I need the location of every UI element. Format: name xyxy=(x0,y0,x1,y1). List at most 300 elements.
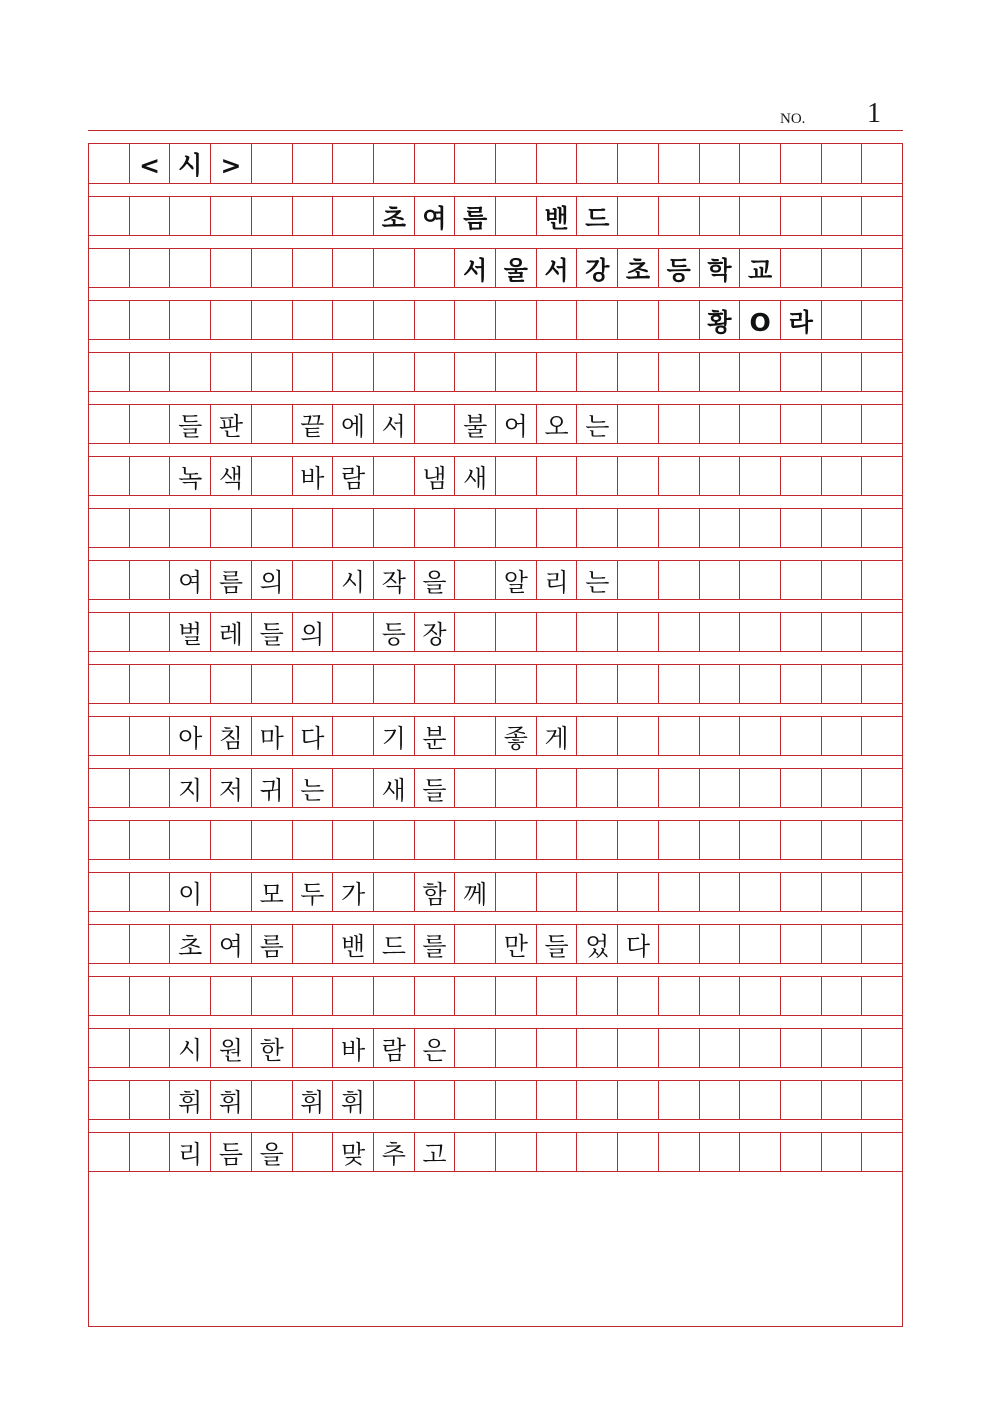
manuscript-cell xyxy=(130,873,171,911)
manuscript-cell xyxy=(130,405,171,443)
manuscript-cell xyxy=(740,717,781,755)
manuscript-cell xyxy=(455,977,496,1015)
manuscript-cell xyxy=(252,353,293,391)
manuscript-cell xyxy=(740,197,781,235)
manuscript-cell: 게 xyxy=(537,717,578,755)
manuscript-cell xyxy=(89,509,130,547)
manuscript-cell xyxy=(537,1029,578,1067)
manuscript-cell xyxy=(537,769,578,807)
manuscript-cell: 름 xyxy=(211,561,252,599)
manuscript-cell xyxy=(618,561,659,599)
manuscript-cell: 시 xyxy=(170,1029,211,1067)
manuscript-cell: 람 xyxy=(374,1029,415,1067)
manuscript-cell xyxy=(130,717,171,755)
manuscript-cell xyxy=(496,613,537,651)
manuscript-cell xyxy=(211,977,252,1015)
manuscript-cell: 서 xyxy=(374,405,415,443)
manuscript-row xyxy=(89,976,902,1016)
manuscript-cell xyxy=(822,1133,863,1171)
manuscript-cell xyxy=(740,769,781,807)
manuscript-cell xyxy=(333,821,374,859)
manuscript-cell xyxy=(496,821,537,859)
manuscript-cell xyxy=(415,821,456,859)
manuscript-cell: 저 xyxy=(211,769,252,807)
manuscript-cell xyxy=(618,197,659,235)
manuscript-cell xyxy=(130,821,171,859)
manuscript-cell xyxy=(130,1133,171,1171)
manuscript-cell xyxy=(862,1133,902,1171)
manuscript-cell xyxy=(374,873,415,911)
manuscript-cell xyxy=(700,1081,741,1119)
manuscript-cell xyxy=(740,925,781,963)
manuscript-cell: 이 xyxy=(170,873,211,911)
manuscript-cell xyxy=(740,1029,781,1067)
manuscript-cell xyxy=(537,1133,578,1171)
manuscript-cell xyxy=(211,353,252,391)
manuscript-cell: 두 xyxy=(293,873,334,911)
manuscript-cell xyxy=(577,1133,618,1171)
manuscript-cell: 휘 xyxy=(211,1081,252,1119)
manuscript-cell xyxy=(374,509,415,547)
manuscript-cell xyxy=(496,665,537,703)
manuscript-cell xyxy=(577,717,618,755)
manuscript-cell xyxy=(618,821,659,859)
manuscript-cell xyxy=(781,821,822,859)
manuscript-cell xyxy=(822,301,863,339)
manuscript-cell xyxy=(455,665,496,703)
manuscript-cell xyxy=(415,405,456,443)
manuscript-cell: 귀 xyxy=(252,769,293,807)
manuscript-cell xyxy=(618,977,659,1015)
manuscript-cell xyxy=(130,561,171,599)
manuscript-row xyxy=(89,1132,902,1172)
manuscript-cell xyxy=(415,144,456,183)
manuscript-cell: 지 xyxy=(170,769,211,807)
manuscript-cell xyxy=(659,405,700,443)
manuscript-cell xyxy=(700,717,741,755)
manuscript-cell xyxy=(415,977,456,1015)
manuscript-cell: 었 xyxy=(577,925,618,963)
manuscript-cell xyxy=(496,144,537,183)
manuscript-cell xyxy=(455,1081,496,1119)
manuscript-cell xyxy=(333,197,374,235)
manuscript-cell xyxy=(822,925,863,963)
manuscript-cell: 의 xyxy=(252,561,293,599)
manuscript-cell: 은 xyxy=(415,1029,456,1067)
header-rule xyxy=(88,130,903,131)
manuscript-cell xyxy=(781,977,822,1015)
manuscript-cell xyxy=(822,613,863,651)
manuscript-cell: 들 xyxy=(170,405,211,443)
manuscript-cell xyxy=(862,873,902,911)
manuscript-cell xyxy=(89,769,130,807)
manuscript-cell: 맞 xyxy=(333,1133,374,1171)
manuscript-cell xyxy=(374,977,415,1015)
manuscript-cell xyxy=(333,977,374,1015)
manuscript-cell xyxy=(577,1029,618,1067)
manuscript-cell xyxy=(130,769,171,807)
manuscript-cell xyxy=(862,769,902,807)
manuscript-cell: 냄 xyxy=(415,457,456,495)
manuscript-cell: 초 xyxy=(374,197,415,235)
manuscript-cell xyxy=(537,1081,578,1119)
manuscript-cell xyxy=(537,873,578,911)
manuscript-cell xyxy=(211,249,252,287)
manuscript-cell xyxy=(496,977,537,1015)
manuscript-cell: 학 xyxy=(700,249,741,287)
manuscript-cell xyxy=(862,509,902,547)
manuscript-cell xyxy=(89,977,130,1015)
manuscript-cell xyxy=(700,613,741,651)
manuscript-cell xyxy=(293,665,334,703)
manuscript-cell xyxy=(455,613,496,651)
manuscript-cell xyxy=(862,613,902,651)
manuscript-cell xyxy=(415,1081,456,1119)
manuscript-cell: 다 xyxy=(293,717,334,755)
manuscript-cell: 를 xyxy=(415,925,456,963)
manuscript-cell xyxy=(822,665,863,703)
manuscript-row xyxy=(89,248,902,288)
manuscript-cell xyxy=(862,353,902,391)
manuscript-cell: 등 xyxy=(374,613,415,651)
manuscript-cell xyxy=(293,925,334,963)
manuscript-cell: 어 xyxy=(496,405,537,443)
manuscript-cell xyxy=(700,665,741,703)
manuscript-cell: 여 xyxy=(415,197,456,235)
manuscript-cell xyxy=(659,457,700,495)
manuscript-cell: 휘 xyxy=(333,1081,374,1119)
manuscript-cell xyxy=(822,977,863,1015)
manuscript-cell xyxy=(455,1029,496,1067)
manuscript-cell xyxy=(89,561,130,599)
manuscript-cell xyxy=(333,717,374,755)
manuscript-cell: 람 xyxy=(333,457,374,495)
manuscript-cell xyxy=(822,405,863,443)
manuscript-cell xyxy=(496,1133,537,1171)
manuscript-cell: 아 xyxy=(170,717,211,755)
manuscript-cell xyxy=(252,821,293,859)
manuscript-row xyxy=(89,352,902,392)
manuscript-cell xyxy=(618,717,659,755)
manuscript-cell: 에 xyxy=(333,405,374,443)
manuscript-cell xyxy=(781,613,822,651)
manuscript-cell xyxy=(659,353,700,391)
manuscript-cell xyxy=(700,509,741,547)
manuscript-cell xyxy=(89,1133,130,1171)
manuscript-cell xyxy=(659,197,700,235)
manuscript-cell xyxy=(618,405,659,443)
manuscript-cell xyxy=(89,1081,130,1119)
manuscript-cell xyxy=(862,197,902,235)
manuscript-cell xyxy=(89,405,130,443)
manuscript-cell: 의 xyxy=(293,613,334,651)
manuscript-cell xyxy=(577,769,618,807)
manuscript-cell xyxy=(618,509,659,547)
manuscript-cell xyxy=(862,925,902,963)
manuscript-cell: 고 xyxy=(415,1133,456,1171)
manuscript-cell: 시 xyxy=(170,144,211,183)
manuscript-cell xyxy=(130,509,171,547)
manuscript-cell xyxy=(700,1029,741,1067)
manuscript-cell xyxy=(537,301,578,339)
manuscript-cell xyxy=(618,144,659,183)
manuscript-cell xyxy=(700,873,741,911)
manuscript-cell: 한 xyxy=(252,1029,293,1067)
manuscript-row xyxy=(89,508,902,548)
manuscript-cell xyxy=(374,821,415,859)
manuscript-cell xyxy=(618,769,659,807)
manuscript-cell xyxy=(700,769,741,807)
manuscript-cell xyxy=(293,144,334,183)
manuscript-cell xyxy=(374,249,415,287)
manuscript-cell xyxy=(740,977,781,1015)
manuscript-cell xyxy=(333,301,374,339)
manuscript-cell xyxy=(333,613,374,651)
manuscript-cell xyxy=(170,353,211,391)
manuscript-cell xyxy=(130,457,171,495)
manuscript-cell xyxy=(700,144,741,183)
manuscript-cell xyxy=(252,249,293,287)
manuscript-cell xyxy=(740,353,781,391)
manuscript-cell xyxy=(659,717,700,755)
manuscript-cell: 만 xyxy=(496,925,537,963)
manuscript-cell: 함 xyxy=(415,873,456,911)
manuscript-cell xyxy=(374,665,415,703)
manuscript-cell xyxy=(659,925,700,963)
manuscript-cell xyxy=(862,977,902,1015)
manuscript-cell xyxy=(170,249,211,287)
manuscript-cell xyxy=(700,561,741,599)
manuscript-cell xyxy=(659,1029,700,1067)
manuscript-cell xyxy=(781,665,822,703)
manuscript-cell xyxy=(700,353,741,391)
manuscript-cell: 서 xyxy=(455,249,496,287)
manuscript-cell xyxy=(822,821,863,859)
manuscript-cell: 름 xyxy=(252,925,293,963)
manuscript-row xyxy=(89,924,902,964)
manuscript-cell xyxy=(577,353,618,391)
manuscript-cell xyxy=(862,821,902,859)
manuscript-cell xyxy=(293,197,334,235)
manuscript-cell xyxy=(822,717,863,755)
manuscript-cell xyxy=(700,821,741,859)
manuscript-cell xyxy=(455,144,496,183)
manuscript-cell xyxy=(89,925,130,963)
manuscript-cell xyxy=(618,1133,659,1171)
manuscript-cell xyxy=(455,769,496,807)
manuscript-cell xyxy=(130,665,171,703)
manuscript-cell xyxy=(374,1081,415,1119)
manuscript-cell: 바 xyxy=(293,457,334,495)
manuscript-cell xyxy=(862,717,902,755)
manuscript-cell xyxy=(170,665,211,703)
manuscript-cell xyxy=(781,144,822,183)
manuscript-cell xyxy=(333,769,374,807)
manuscript-cell xyxy=(781,249,822,287)
manuscript-cell: 작 xyxy=(374,561,415,599)
manuscript-cell xyxy=(455,1133,496,1171)
manuscript-cell xyxy=(496,769,537,807)
manuscript-cell: 여 xyxy=(211,925,252,963)
manuscript-cell: 다 xyxy=(618,925,659,963)
manuscript-cell xyxy=(740,1081,781,1119)
page-number: 1 xyxy=(867,98,881,129)
manuscript-cell xyxy=(740,873,781,911)
manuscript-cell: 들 xyxy=(252,613,293,651)
manuscript-cell xyxy=(862,457,902,495)
manuscript-cell xyxy=(537,977,578,1015)
manuscript-cell xyxy=(781,925,822,963)
manuscript-cell xyxy=(130,925,171,963)
manuscript-cell xyxy=(659,977,700,1015)
manuscript-cell: 마 xyxy=(252,717,293,755)
manuscript-grid xyxy=(88,143,903,1327)
manuscript-cell xyxy=(455,821,496,859)
manuscript-cell xyxy=(822,873,863,911)
manuscript-cell xyxy=(170,301,211,339)
manuscript-cell xyxy=(496,509,537,547)
manuscript-cell xyxy=(293,977,334,1015)
manuscript-cell xyxy=(862,1029,902,1067)
manuscript-cell xyxy=(415,249,456,287)
manuscript-cell xyxy=(781,1029,822,1067)
manuscript-cell: 불 xyxy=(455,405,496,443)
manuscript-cell xyxy=(496,353,537,391)
manuscript-cell xyxy=(537,457,578,495)
manuscript-cell xyxy=(740,1133,781,1171)
manuscript-cell xyxy=(700,1133,741,1171)
manuscript-cell: 교 xyxy=(740,249,781,287)
manuscript-cell xyxy=(822,509,863,547)
manuscript-cell xyxy=(293,1029,334,1067)
manuscript-cell: 강 xyxy=(577,249,618,287)
manuscript-cell xyxy=(822,353,863,391)
manuscript-cell xyxy=(537,613,578,651)
manuscript-cell xyxy=(740,613,781,651)
manuscript-cell: 는 xyxy=(577,405,618,443)
manuscript-cell xyxy=(577,873,618,911)
manuscript-cell xyxy=(89,353,130,391)
manuscript-cell xyxy=(537,353,578,391)
manuscript-cell xyxy=(455,353,496,391)
manuscript-cell xyxy=(293,249,334,287)
manuscript-cell: 드 xyxy=(374,925,415,963)
manuscript-cell xyxy=(700,925,741,963)
page-number-label: NO. xyxy=(780,111,806,127)
manuscript-cell xyxy=(822,1081,863,1119)
manuscript-cell: 라 xyxy=(781,301,822,339)
manuscript-cell: 색 xyxy=(211,457,252,495)
manuscript-cell xyxy=(333,509,374,547)
manuscript-cell: > xyxy=(211,144,252,183)
manuscript-row xyxy=(89,716,902,756)
manuscript-cell: 듬 xyxy=(211,1133,252,1171)
manuscript-cell xyxy=(537,665,578,703)
manuscript-cell xyxy=(781,1133,822,1171)
manuscript-cell xyxy=(781,405,822,443)
manuscript-cell xyxy=(293,353,334,391)
manuscript-cell xyxy=(740,821,781,859)
manuscript-cell xyxy=(781,353,822,391)
manuscript-cell xyxy=(618,353,659,391)
manuscript-row xyxy=(89,872,902,912)
manuscript-cell xyxy=(862,144,902,183)
manuscript-cell xyxy=(170,977,211,1015)
manuscript-cell xyxy=(496,1029,537,1067)
manuscript-cell: 벌 xyxy=(170,613,211,651)
manuscript-cell: 울 xyxy=(496,249,537,287)
manuscript-cell: 등 xyxy=(659,249,700,287)
manuscript-cell xyxy=(781,769,822,807)
manuscript-cell xyxy=(252,197,293,235)
manuscript-cell xyxy=(211,873,252,911)
manuscript-cell xyxy=(170,509,211,547)
manuscript-cell: 초 xyxy=(170,925,211,963)
manuscript-cell xyxy=(374,457,415,495)
manuscript-cell xyxy=(293,561,334,599)
manuscript-cell: 는 xyxy=(577,561,618,599)
manuscript-cell xyxy=(455,925,496,963)
manuscript-cell xyxy=(781,457,822,495)
manuscript-cell xyxy=(862,1081,902,1119)
manuscript-row xyxy=(89,456,902,496)
manuscript-cell xyxy=(577,665,618,703)
manuscript-cell xyxy=(89,301,130,339)
manuscript-cell: < xyxy=(130,144,171,183)
manuscript-cell: 새 xyxy=(374,769,415,807)
manuscript-cell: 밴 xyxy=(537,197,578,235)
manuscript-cell: 들 xyxy=(537,925,578,963)
manuscript-cell: 가 xyxy=(333,873,374,911)
manuscript-row xyxy=(89,1028,902,1068)
manuscript-cell xyxy=(89,249,130,287)
manuscript-cell xyxy=(211,197,252,235)
manuscript-cell: 추 xyxy=(374,1133,415,1171)
manuscript-cell xyxy=(781,509,822,547)
manuscript-cell xyxy=(211,821,252,859)
manuscript-cell xyxy=(577,821,618,859)
manuscript-cell xyxy=(415,509,456,547)
manuscript-cell: 침 xyxy=(211,717,252,755)
manuscript-cell xyxy=(740,665,781,703)
manuscript-cell xyxy=(618,873,659,911)
manuscript-cell xyxy=(862,561,902,599)
manuscript-cell: 기 xyxy=(374,717,415,755)
manuscript-cell xyxy=(89,873,130,911)
manuscript-cell xyxy=(659,301,700,339)
manuscript-cell xyxy=(618,613,659,651)
manuscript-cell: 원 xyxy=(211,1029,252,1067)
manuscript-cell: 새 xyxy=(455,457,496,495)
manuscript-cell xyxy=(577,977,618,1015)
manuscript-cell: 서 xyxy=(537,249,578,287)
manuscript-cell xyxy=(252,665,293,703)
manuscript-cell xyxy=(781,197,822,235)
manuscript-cell xyxy=(781,561,822,599)
manuscript-cell xyxy=(496,197,537,235)
manuscript-cell xyxy=(659,1081,700,1119)
manuscript-cell xyxy=(89,665,130,703)
manuscript-cell xyxy=(130,197,171,235)
manuscript-row xyxy=(89,404,902,444)
manuscript-cell xyxy=(252,1081,293,1119)
manuscript-cell xyxy=(415,665,456,703)
manuscript-cell xyxy=(496,301,537,339)
manuscript-row xyxy=(89,664,902,704)
manuscript-cell: 오 xyxy=(537,405,578,443)
manuscript-cell xyxy=(415,301,456,339)
manuscript-cell xyxy=(700,457,741,495)
